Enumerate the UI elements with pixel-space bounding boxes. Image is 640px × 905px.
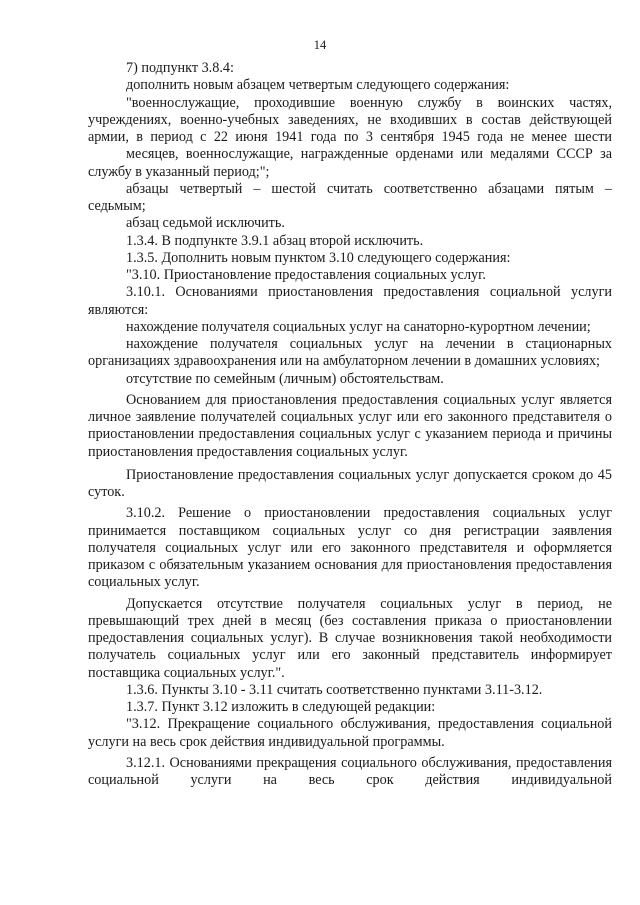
paragraph: нахождение получателя социальных услуг на лечении в стационарных организациях здравоохранения или на амбулаторном лечении в домашних условиях; bbox=[88, 336, 612, 370]
paragraph: дополнить новым абзацем четвертым следующего содержания: bbox=[126, 77, 510, 94]
paragraph: Допускается отсутствие получателя социальных услуг в период, не превышающий трех дней в месяц (без составления приказа о приостановлении предоставления социальных услуг). В случае возникновения такой необходимости получатель социальных услуг или его законный представитель информирует поставщика социальных услуг.". bbox=[88, 595, 612, 681]
paragraph: 1.3.7. Пункт 3.12 изложить в следующей редакции: bbox=[126, 699, 436, 715]
paragraph: 3.10.2. Решение о приостановлении предоставления социальных услуг принимается поставщиком социальных услуг со дня регистрации заявления получателя социальных услуг или его законного представителя и оформляется приказом с обязательным указанием основания для приостановления предоставления социальных услуг. bbox=[88, 505, 612, 591]
paragraph: нахождение получателя социальных услуг на санаторно-курортном лечении; bbox=[126, 318, 591, 335]
paragraph: 3.10.1. Основаниями приостановления предоставления социальной услуги являются: bbox=[88, 284, 612, 318]
paragraph: 7) подпункт 3.8.4: bbox=[126, 60, 234, 76]
paragraph: 1.3.5. Дополнить новым пунктом 3.10 следующего содержания: bbox=[126, 249, 511, 266]
paragraph: 3.12.1. Основаниями прекращения социального обслуживания, предоставления социальной услуги на весь срок действия индивидуальной bbox=[88, 754, 612, 788]
paragraph: 1.3.6. Пункты 3.10 - 3.11 считать соответственно пунктами 3.11-3.12. bbox=[126, 681, 543, 698]
paragraph: 1.3.4. В подпункте 3.9.1 абзац второй исключить. bbox=[126, 232, 424, 249]
paragraph: "3.10. Приостановление предоставления социальных услуг. bbox=[126, 267, 486, 283]
paragraph: Основанием для приостановления предоставления социальных услуг является личное заявление получателей социальных услуг или его законного представителя о приостановлении предоставления социальных услуг с указанием периода и причины приостановления предоставления социальных услуг. bbox=[88, 391, 612, 460]
paragraph: месяцев, военнослужащие, награжденные орденами или медалями СССР за службу в указанный период;"; bbox=[88, 146, 612, 180]
paragraph: абзац седьмой исключить. bbox=[126, 215, 285, 232]
paragraph: "3.12. Прекращение социального обслуживания, предоставления социальной услуги на весь срок действия индивидуальной программы. bbox=[88, 716, 612, 750]
paragraph: абзацы четвертый – шестой считать соответственно абзацами пятым – седьмым; bbox=[88, 180, 612, 214]
paragraph: "военнослужащие, проходившие военную службу в воинских частях, учреждениях, военно-учебных заведениях, не входивших в состав действующей армии, в период с 22 июня 1941 года по 3 сентября 1945 года не менее шести bbox=[88, 94, 612, 145]
paragraph: Приостановление предоставления социальных услуг допускается сроком до 45 суток. bbox=[88, 466, 612, 500]
document-body bbox=[88, 60, 612, 789]
page-number: 14 bbox=[313, 38, 327, 52]
paragraph: отсутствие по семейным (личным) обстоятельствам. bbox=[126, 370, 444, 387]
